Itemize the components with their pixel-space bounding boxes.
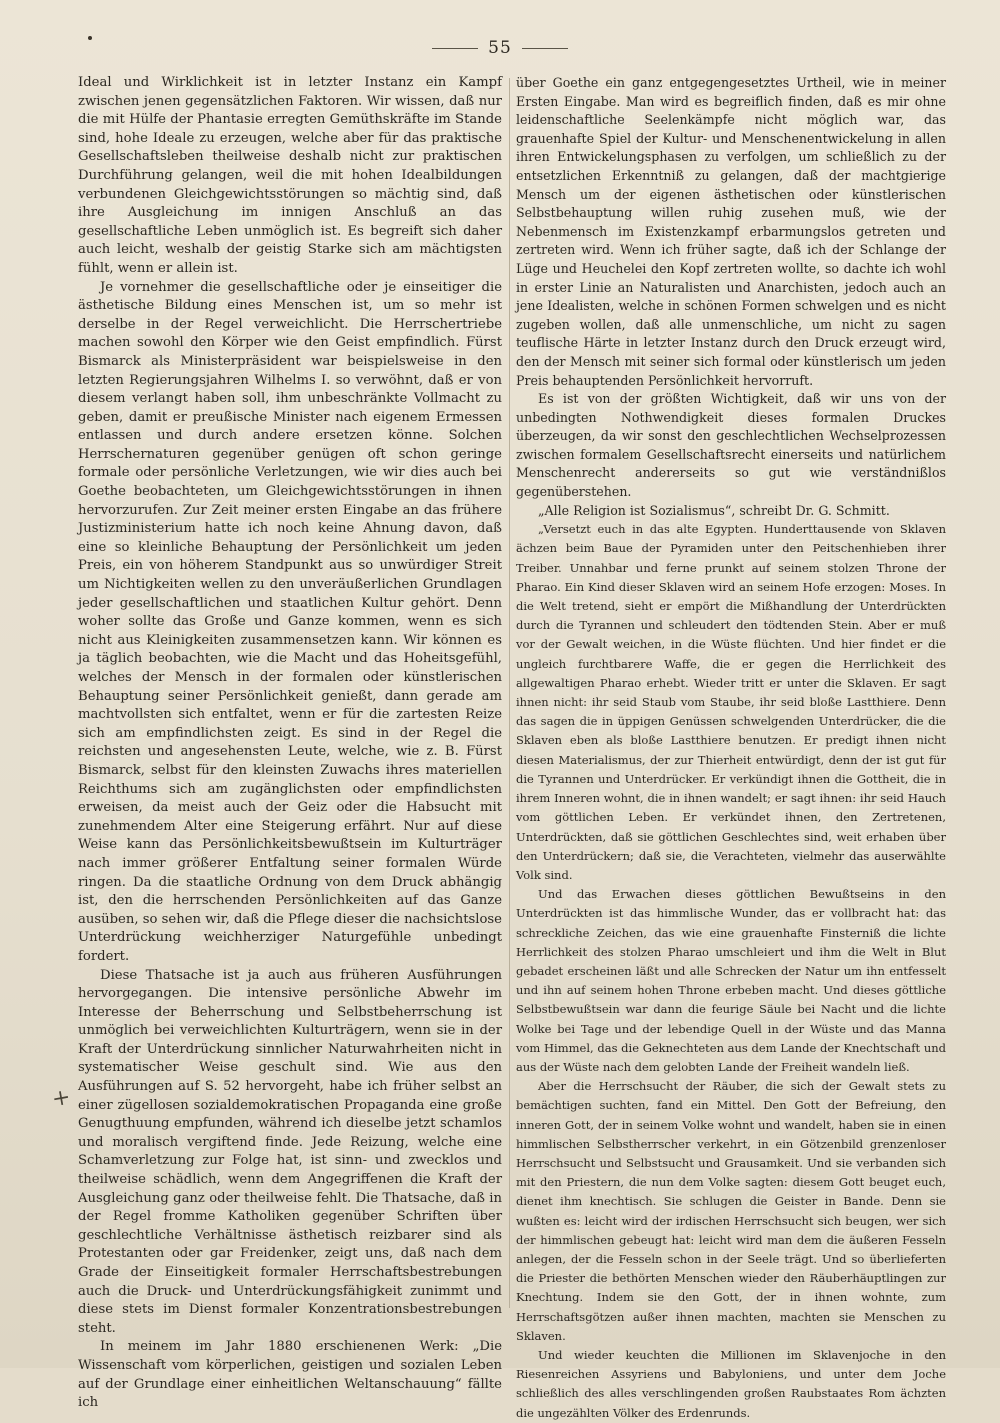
header-rule-left [432, 48, 478, 49]
paragraph: über Goethe ein ganz entgegengesetztes Urtheil, wie in meiner Ersten Eingabe. Man wird es begreiflich finden, daß es mir ohne leidenschaftliche Seelenkämpfe nicht möglich war, das grauenhafte Spiel der Kultur- und Menschenentwickelung in allen ihren Entwickelungsphasen zu verfolgen, um schließlich zu der entsetzlichen Erkenntniß zu gelangen, daß der machtgierige Mensch um der eigenen ästhetischen oder künstlerischen Selbstbehauptung willen ruhig zusehen muß, wie der Nebenmensch im Existenzkampf erbarmungslos getreten und zertreten wird. Wenn ich früher sagte, daß ich der Schlange der Lüge und Heuchelei den Kopf zertreten wollte, so dachte ich wohl in erster Linie an Naturalisten und Anarchisten, jedoch auch an jene Idealisten, welche in schönen Formen schwelgen und es nicht zugeben wollen, daß alle unmenschliche, um nicht zu sagen teuflische Härte in letzter Instanz durch den Druck erzeugt wird, den der Mensch mit seiner sich formal oder künstlerisch um jeden Preis behauptenden Persönlichkeit hervorruft. [516, 75, 946, 388]
paragraph: Es ist von der größten Wichtigkeit, daß wir uns von der unbedingten Nothwendigkeit dieses formalen Druckes überzeugen, da wir sonst den geschlechtlichen Wechselprozessen zwischen formalem Gesellschaftsrecht einerseits und natürlichem Menschenrecht andererseits so gut wie verständnißlos gegenüberstehen. [516, 391, 946, 500]
paragraph: „Versetzt euch in das alte Egypten. Hunderttausende von Sklaven ächzen beim Baue der Pyramiden unter den Peitschenhieben ihrer Treiber. Unnahbar und ferne prunkt auf seinem stolzen Throne der Pharao. Ein Kind dieser Sklaven wird an seinem Hofe erzogen: Moses. In die Welt tretend, sieht er empört die Mißhandlung der Unterdrückten durch die Tyrannen und schleudert den tödtenden Stein. Aber er muß vor der Gewalt weichen, in die Wüste flüchten. Und hier findet er die ungleich furchtbarere Waffe, die er gegen die Herrlichkeit des allgewaltigen Pharao erhebt. Wieder tritt er unter die Sklaven. Er sagt ihnen nicht: ihr seid Staub vom Staube, ihr seid bloße Lastthiere. Denn das sagen die in üppigen Genüssen schwelgenden Unterdrücker, die die Sklaven eben als bloße Lastthiere benutzen. Er predigt ihnen nicht diesen Materialismus, der zur Thierheit entwürdigt, denn der ist gut für die Tyrannen und Unterdrücker. Er verkündigt ihnen die Gottheit, die in ihrem Inneren wohnt, die in ihnen wandelt; er sagt ihnen: ihr seid Hauch vom göttlichen Leben. Er verkündet ihnen, den Zertretenen, Unterdrückten, daß sie göttlichen Geschlechtes sind, weit erhaben über den Unterdrückern; daß sie, die Verachteten, vielmehr das auserwählte Volk sind. [516, 522, 946, 882]
quote-attribution: „Alle Religion ist Sozialismus“, schreibt Dr. G. Schmitt. [538, 502, 890, 518]
left-column [78, 74, 502, 1413]
paragraph: In meinem im Jahr 1880 erschienenen Werk: „Die Wissenschaft vom körperlichen, geistigen und sozialen Leben auf der Grundlage einer einheitlichen Weltanschauung“ fällte ich [78, 1339, 502, 1411]
paragraph: Aber die Herrschsucht der Räuber, die sich der Gewalt stets zu bemächtigen suchten, fand ein Mittel. Den Gott der Befreiung, den inneren Gott, der in seinem Volke wohnt und wandelt, haben sie in einen himmlischen Selbstherrscher verkehrt, in ein Götzenbild grenzenloser Herrschsucht und Selbstsucht und Grausamkeit. Und sie verbanden sich mit den Priestern, die nun dem Volke sagten: diesem Gott beuget euch, dienet ihm knechtisch. Sie schlugen die Geister in Bande. Denn sie wußten es: leicht wird der irdischen Herrschsucht sich beugen, wer sich der himmlischen gebeugt hat: leicht wird man dem die äußeren Fesseln anlegen, der die Fesseln schon in der Seele trägt. Und so überlieferten die Priester die bethörten Menschen wieder den Räuberhäuptlingen zur Knechtung. Indem sie den Gott, der in ihnen wohnte, zum Herrschaftsgötzen außer ihnen machten, machten sie Menschen zu Sklaven. [516, 1079, 946, 1343]
handwritten-margin-mark: + [49, 1084, 73, 1113]
page-number: 55 [488, 38, 512, 58]
column-divider [509, 78, 510, 1308]
page-header [0, 38, 1000, 58]
paragraph: Diese Thatsache ist ja auch aus früheren Ausführungen hervorgegangen. Die intensive persönliche Abwehr im Interesse der Beherrschung und Selbstbeherrschung ist unmöglich bei verweichlichten Kulturträgern, wenn sie in der Kraft der Unterdrückung sinnlicher Naturwahrheiten nicht in systematischer Weise geschult sind. Wie aus den Ausführungen auf S. 52 hervorgeht, habe ich früher selbst an einer zügellosen sozialdemokratischen Propaganda eine große Genugthuung empfunden, während ich dieselbe jetzt schamlos und moralisch vergiftend finde. Jede Reizung, welche eine Schamverletzung zur Folge hat, ist sinn- und zwecklos und theilweise schädlich, wenn dem Angegriffenen die Kraft der Ausgleichung ganz oder theilweise fehlt. Die Thatsache, daß in der Regel fromme Katholiken gegenüber Schriften über geschlechtliche Verhältnisse ästhetisch reizbarer sind als Protestanten oder gar Freidenker, zeigt uns, daß nach dem Grade der Einseitigkeit formaler Herrschaftsbestrebungen auch die Druck- und Unterdrückungsfähigkeit zunimmt und diese stets im Dienst formaler Konzentrationsbestrebungen steht. [78, 967, 502, 1336]
quoted-passage [516, 520, 946, 1423]
header-rule-right [522, 48, 568, 49]
right-column [516, 74, 946, 1423]
paragraph: Und das Erwachen dieses göttlichen Bewußtseins in den Unterdrückten ist das himmlische Wunder, das er vollbracht hat: das schreckliche Zeichen, das wie eine grauenhafte Finsterniß die lichte Herrlichkeit des stolzen Pharao umschleiert und ihm die Welt in Blut gebadet erscheinen läßt und alle Schrecken der Natur um ihn entfesselt und ihn auf seinem hohen Throne erbeben macht. Und dieses göttliche Selbstbewußtsein war dann die feurige Säule bei Nacht und die lichte Wolke bei Tage und der lebendige Quell in der Wüste und das Manna vom Himmel, das die Geknechteten aus dem Lande der Knechtschaft und aus der Wüste nach dem gelobten Lande der Freiheit wandeln ließ. [516, 887, 946, 1074]
paragraph: Ideal und Wirklichkeit ist in letzter Instanz ein Kampf zwischen jenen gegensätzlichen Faktoren. Wir wissen, daß nur die mit Hülfe der Phantasie erregten Gemüthskräfte im Stande sind, hohe Ideale zu erzeugen, welche aber für das praktische Gesellschaftsleben theilweise deshalb nicht zur praktischen Durchführung gelangen, weil die mit hohen Idealbildungen verbundenen Gleichgewichtsstörungen so mächtig sind, daß ihre Ausgleichung im innigen Anschluß an das gesellschaftliche Leben unmöglich ist. Es begreift sich daher auch leicht, weshalb der geistig Starke sich am mächtigsten fühlt, wenn er allein ist. [78, 75, 502, 276]
paragraph: Je vornehmer die gesellschaftliche oder je einseitiger die ästhetische Bildung eines Menschen ist, um so mehr ist derselbe in der Regel verweichlicht. Die Herrschertriebe machen sowohl den Körper wie den Geist empfindlich. Fürst Bismarck als Ministerpräsident war beispielsweise in den letzten Regierungsjahren Wilhelms I. so verwöhnt, daß er von diesem verlangt haben soll, ihm unbeschränkte Vollmacht zu geben, damit er preußische Minister nach eigenem Ermessen entlassen und durch andere ersetzen könne. Solchen Herrschernaturen gegenüber genügen oft schon geringe formale oder persönliche Verletzungen, wie wir dies auch bei Goethe beobachteten, um Gleichgewichtsstörungen in ihnen hervorzurufen. Zur Zeit meiner ersten Eingabe an das frühere Justizministerium hatte ich noch keine Ahnung davon, daß eine so kleinliche Behauptung der Persönlichkeit um jeden Preis, ein von höherem Standpunkt aus so unwürdiger Streit um Nichtigkeiten wellen zu den unveräußerlichen Grundlagen jeder gesellschaftlichen und staatlichen Kultur gehört. Denn woher sollte das Große und Ganze kommen, wenn es sich nicht aus Kleinigkeiten zusammensetzen kann. Wir können es ja täglich beobachten, wie die Macht und das Hoheitsgefühl, welches der Mensch in der formalen oder künstlerischen Behauptung seiner Persönlichkeit genießt, dann gerade am machtvollsten sich entfaltet, wenn er für die zartesten Reize sich am empfindlichsten zeigt. Es sind in der Regel die reichsten und angesehensten Leute, welche, wie z. B. Fürst Bismarck, selbst für den kleinsten Zuwachs ihres materiellen Reichthums sich am zugänglichsten oder empfindlichsten erweisen, da meist auch der Geiz oder die Habsucht mit zunehmendem Alter eine Steigerung erfährt. Nur auf diese Weise kann das Persönlichkeitsbewußtsein im Kulturträger nach immer größerer Entfaltung seiner formalen Würde ringen. Da die staatliche Ordnung von dem Druck abhängig ist, den die herrschenden Persönlichkeiten auf das Ganze ausüben, so sehen wir, daß die Pflege dieser die nachsichtslose Unterdrückung weichherziger Naturgefühle unbedingt fordert. [78, 279, 502, 964]
paragraph: Und wieder keuchten die Millionen im Sklavenjoche in den Riesenreichen Assyriens und Babyloniens, und unter dem Joche schließlich des alles verschlingenden großen Raubstaates Rom ächzten die ungezählten Völker des Erdenrunds. [516, 1347, 946, 1420]
